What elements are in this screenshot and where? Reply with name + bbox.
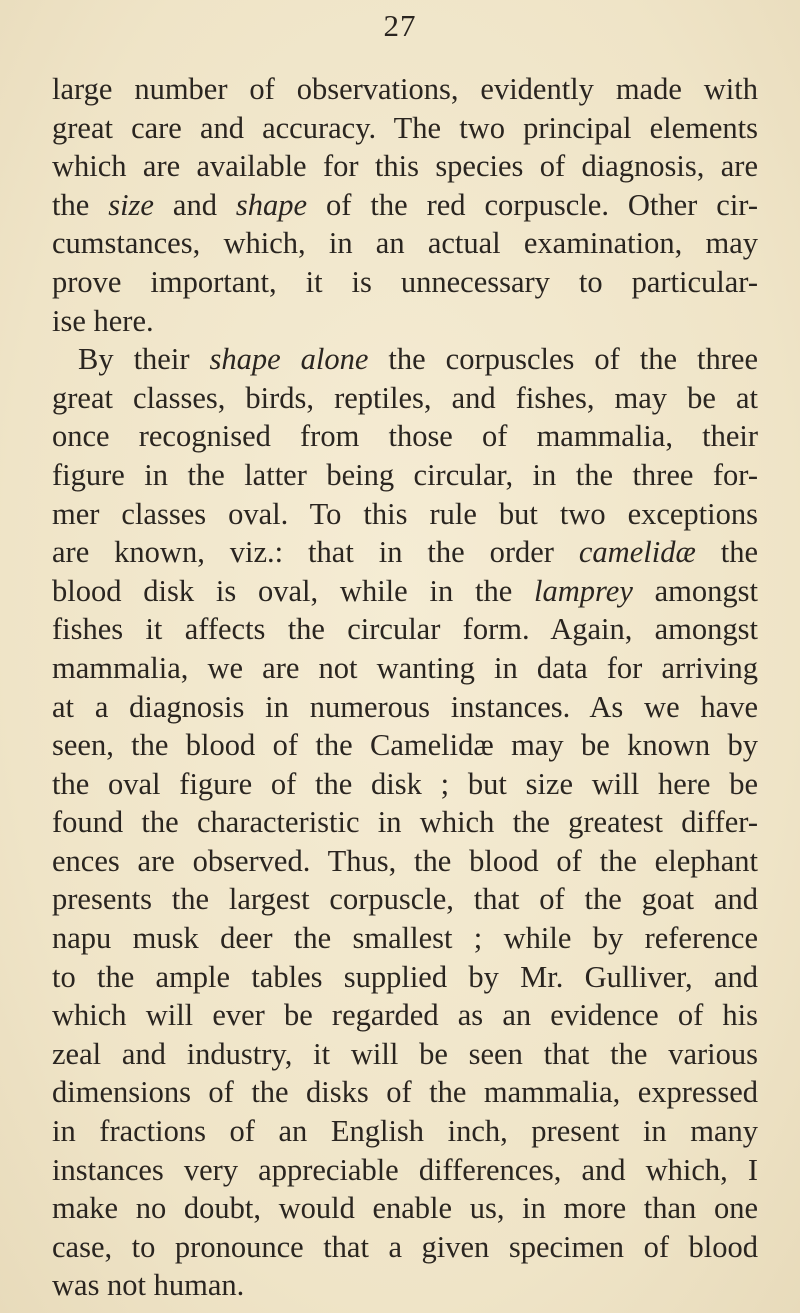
text-line [52,70,758,109]
text-segment: presents the largest corpuscle, that of the goat and [52,882,758,917]
text-segment: prove important, it is unnecessary to particular- [52,264,758,299]
text-segment: mer classes oval. To this rule but two exceptions [52,496,758,531]
text-segment: in fractions of an English inch, present in many [52,1114,758,1149]
text-line [52,842,758,881]
text-segment: ences are observed. Thus, the blood of the elephant [52,843,758,878]
text-segment: found the characteristic in which the greatest differ- [52,805,758,840]
text-segment: to the ample tables supplied by Mr. Gulliver, and [52,959,758,994]
text-line [52,1228,758,1267]
text-segment: great classes, birds, reptiles, and fishes, may be at [52,380,758,415]
text-line [52,919,758,958]
text-line [52,726,758,765]
text-segment: at a diagnosis in numerous instances. As we have [52,689,758,724]
page-number: 27 [383,8,417,43]
text-line [52,688,758,727]
text-line [52,803,758,842]
text-segment: the corpuscles of the three [368,342,758,377]
text-line [52,495,758,534]
italic-text: shape [235,187,308,222]
text-line [52,109,758,148]
text-line [52,340,758,379]
text-line [52,186,758,225]
text-line [52,1266,758,1305]
text-segment: zeal and industry, it will be seen that the various [52,1036,758,1071]
text-segment: the [52,187,109,222]
italic-text: shape alone [209,342,369,377]
text-line [52,147,758,186]
text-line [52,610,758,649]
text-line [52,456,758,495]
text-segment: the [695,535,758,570]
text-line [52,379,758,418]
text-line [52,958,758,997]
text-segment: figure in the latter being circular, in the three for- [52,457,758,492]
text-line [52,533,758,572]
text-line [52,1189,758,1228]
text-segment: napu musk deer the smallest ; while by reference [52,921,758,956]
text-line [52,572,758,611]
paragraph [52,70,758,340]
text-segment: large number of observations, evidently made with [52,72,758,106]
text-segment: great care and accuracy. The two principal elements [52,110,758,145]
text-segment: of the red corpuscle. Other cir- [307,187,759,222]
text-segment: cumstances, which, in an actual examination, may [52,226,758,261]
body-text [52,70,758,1305]
text-segment: amongst [632,573,758,608]
text-line [52,1035,758,1074]
text-line [52,996,758,1035]
text-line [52,649,758,688]
text-segment: fishes it affects the circular form. Again, amongst [52,612,758,647]
paragraph [52,340,758,1305]
text-segment: case, to pronounce that a given specimen of blood [52,1229,758,1264]
text-segment: ise here. [52,303,154,338]
text-segment: once recognised from those of mammalia, their [52,419,758,454]
text-segment: mammalia, we are not wanting in data for arriving [52,650,758,685]
text-segment: are known, viz.: that in the order [52,535,579,570]
italic-text: size [108,187,154,222]
italic-text: camelidæ [578,535,696,570]
text-line [52,224,758,263]
text-line [52,1073,758,1112]
text-line [52,1151,758,1190]
text-segment: the oval figure of the disk ; but size will here be [52,766,758,801]
text-line [52,880,758,919]
text-segment: By their [78,342,210,377]
text-segment: which will ever be regarded as an evidence of his [52,998,758,1033]
text-segment: was not human. [52,1268,245,1303]
text-segment: and [153,187,236,222]
text-line [52,302,758,341]
text-line [52,263,758,302]
text-segment: seen, the blood of the Camelidæ may be known by [52,728,758,763]
text-line [52,417,758,456]
text-segment: which are available for this species of diagnosis, are [52,149,758,184]
text-segment: instances very appreciable differences, and which, I [52,1152,758,1187]
text-line [52,1112,758,1151]
italic-text: lamprey [534,573,633,608]
text-segment: make no doubt, would enable us, in more than one [52,1191,758,1226]
text-line [52,765,758,804]
text-segment: dimensions of the disks of the mammalia, expressed [52,1075,758,1110]
text-segment: blood disk is oval, while in the [52,573,535,608]
